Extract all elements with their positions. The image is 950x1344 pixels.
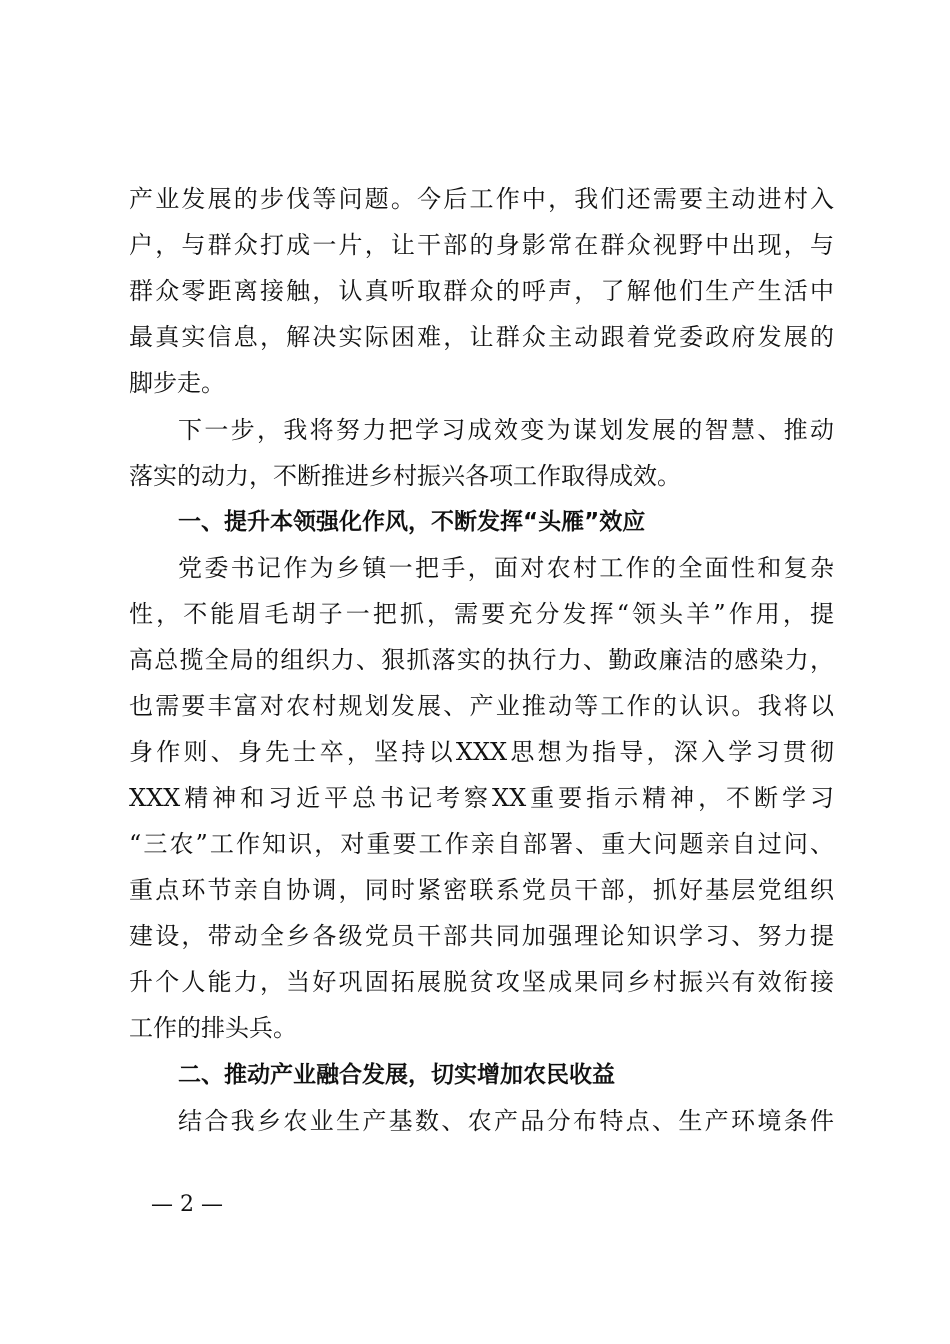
page-number: — 2 — xyxy=(151,1192,223,1217)
paragraph-line: 建设，带动全乡各级党员干部共同加强理论知识学习、努力提 xyxy=(129,922,834,950)
paragraph-line: 性，不能眉毛胡子一把抓，需要充分发挥“领头羊”作用，提 xyxy=(129,600,834,628)
section-heading-1: 一、提升本领强化作风，不断发挥“头雁”效应 xyxy=(178,509,646,535)
paragraph-line: 下一步，我将努力把学习成效变为谋划发展的智慧、推动 xyxy=(178,416,834,444)
paragraph-line: 也需要丰富对农村规划发展、产业推动等工作的认识。我将以 xyxy=(129,692,834,720)
section-heading-2: 二、推动产业融合发展，切实增加农民收益 xyxy=(178,1062,615,1088)
paragraph-line: 工作的排头兵。 xyxy=(129,1014,297,1042)
paragraph-line: 高总揽全局的组织力、狠抓落实的执行力、勤政廉洁的感染力， xyxy=(129,646,834,674)
paragraph-line: “三农”工作知识，对重要工作亲自部署、重大问题亲自过问、 xyxy=(129,830,834,858)
paragraph-line: 户，与群众打成一片，让干部的身影常在群众视野中出现，与 xyxy=(129,231,834,259)
paragraph-line: 脚步走。 xyxy=(129,369,225,397)
paragraph-line: 最真实信息，解决实际困难，让群众主动跟着党委政府发展的 xyxy=(129,323,834,351)
paragraph-line: 党委书记作为乡镇一把手，面对农村工作的全面性和复杂 xyxy=(178,554,834,582)
paragraph-line: 群众零距离接触，认真听取群众的呼声，了解他们生产生活中 xyxy=(129,277,834,305)
paragraph-line: 落实的动力，不断推进乡村振兴各项工作取得成效。 xyxy=(129,462,681,490)
paragraph-line: 升个人能力，当好巩固拓展脱贫攻坚成果同乡村振兴有效衔接 xyxy=(129,968,834,996)
paragraph-line: XXX精神和习近平总书记考察XX重要指示精神，不断学习 xyxy=(129,784,834,812)
paragraph-line: 身作则、身先士卒，坚持以XXX思想为指导，深入学习贯彻 xyxy=(129,738,834,766)
paragraph-line: 产业发展的步伐等问题。今后工作中，我们还需要主动进村入 xyxy=(129,185,834,213)
paragraph-line: 结合我乡农业生产基数、农产品分布特点、生产环境条件 xyxy=(178,1107,834,1135)
paragraph-line: 重点环节亲自协调，同时紧密联系党员干部，抓好基层党组织 xyxy=(129,876,834,904)
